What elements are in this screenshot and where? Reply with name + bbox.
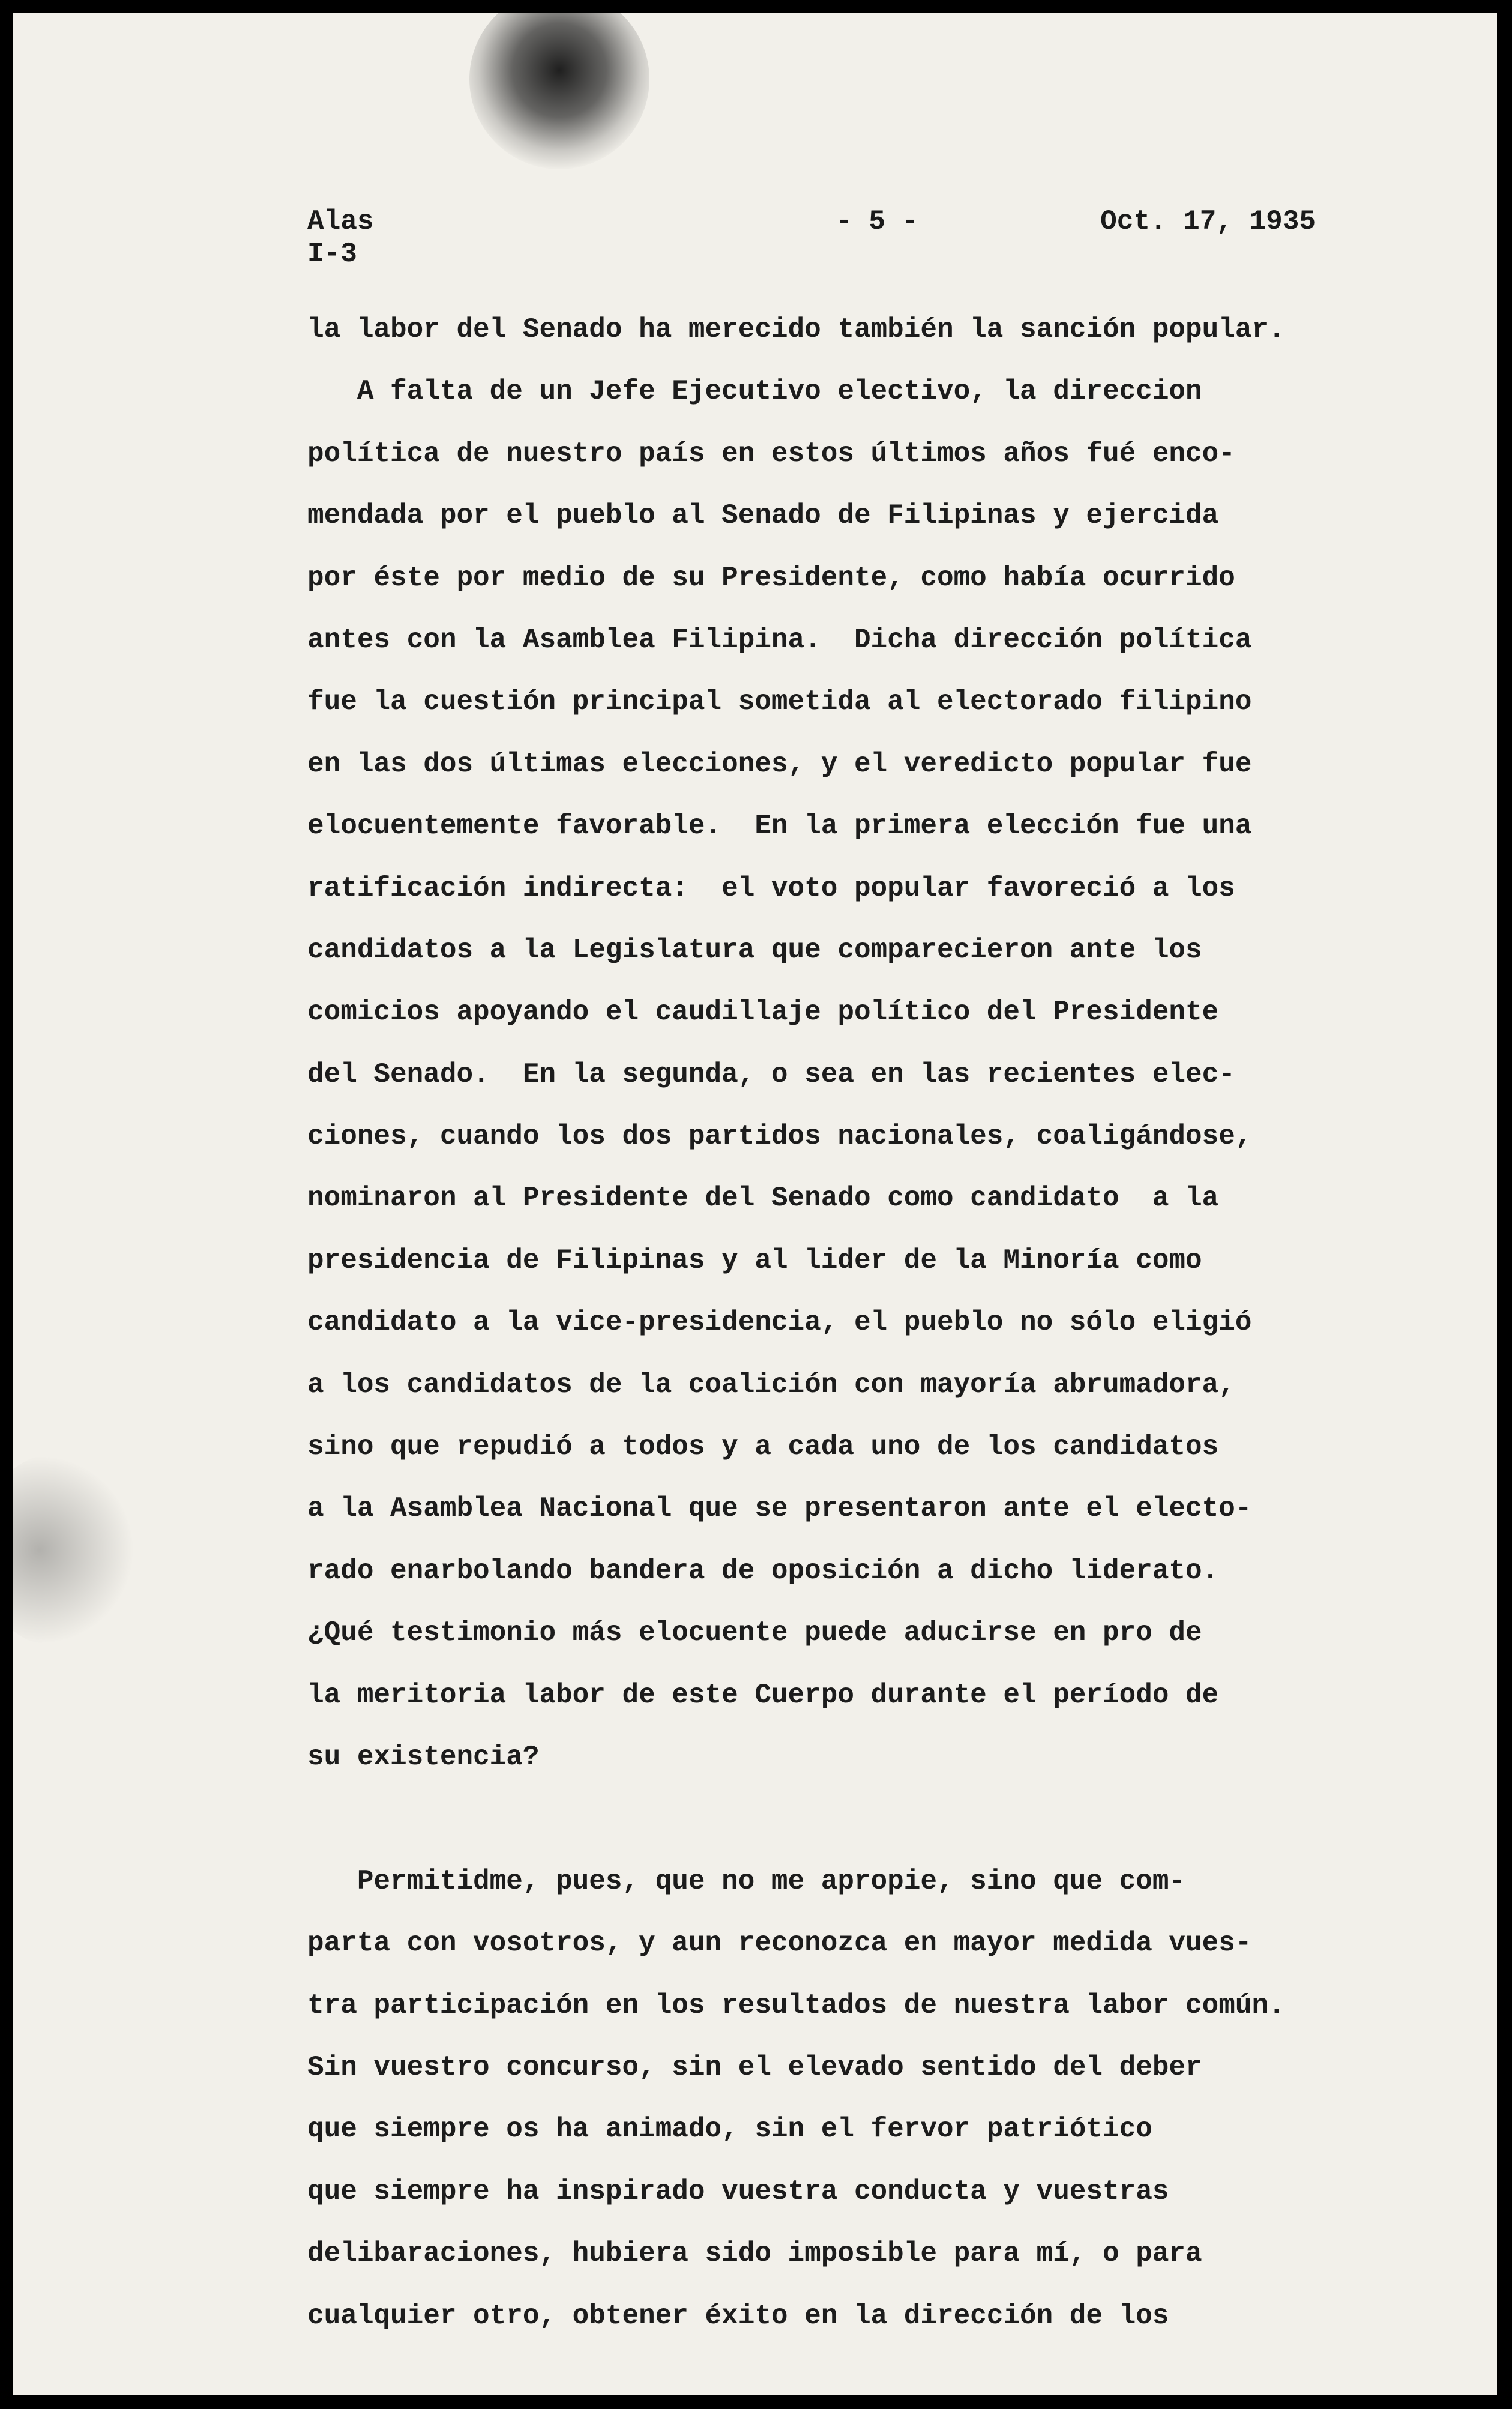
text-line: ratificación indirecta: el voto popular favoreció a los bbox=[307, 872, 1235, 904]
page-number: - 5 - bbox=[836, 206, 919, 237]
text-line: delibaraciones, hubiera sido imposible para mí, o para bbox=[307, 2238, 1202, 2270]
text-line: a la Asamblea Nacional que se presentaron ante el electo- bbox=[307, 1493, 1252, 1525]
header-reference-line-2: I-3 bbox=[307, 238, 357, 270]
text-line: nominaron al Presidente del Senado como candidato a la bbox=[307, 1183, 1219, 1214]
text-line: ciones, cuando los dos partidos nacionales, coaligándose, bbox=[307, 1121, 1252, 1153]
text-line: candidato a la vice-presidencia, el pueblo no sólo eligió bbox=[307, 1307, 1252, 1339]
stain-mark bbox=[13, 1454, 133, 1646]
text-line: Permitidme, pues, que no me apropie, sino que com- bbox=[307, 1865, 1186, 1897]
text-line: en las dos últimas elecciones, y el veredicto popular fue bbox=[307, 748, 1252, 780]
page-header bbox=[307, 205, 1316, 277]
text-line: tra participación en los resultados de nuestra labor común. bbox=[307, 1989, 1285, 2021]
text-line: la meritoria labor de este Cuerpo durante el período de bbox=[307, 1679, 1219, 1711]
text-line: Sin vuestro concurso, sin el elevado sentido del deber bbox=[307, 2051, 1202, 2083]
text-line: comicios apoyando el caudillaje político del Presidente bbox=[307, 996, 1219, 1028]
text-line: política de nuestro país en estos últimos años fué enco- bbox=[307, 438, 1235, 469]
body-text bbox=[307, 299, 1412, 2347]
text-line: fue la cuestión principal sometida al electorado filipino bbox=[307, 686, 1252, 718]
text-line bbox=[307, 1788, 1412, 1850]
text-line: la labor del Senado ha merecido también la sanción popular. bbox=[307, 314, 1285, 345]
text-line: que siempre os ha animado, sin el fervor patriótico bbox=[307, 2114, 1152, 2145]
text-line: rado enarbolando bandera de oposición a dicho liderato. bbox=[307, 1555, 1219, 1587]
text-line: del Senado. En la segunda, o sea en las recientes elec- bbox=[307, 1058, 1235, 1090]
document-page bbox=[13, 13, 1497, 2395]
text-line: mendada por el pueblo al Senado de Filipinas y ejercida bbox=[307, 500, 1219, 532]
header-reference bbox=[307, 205, 373, 270]
text-line: elocuentemente favorable. En la primera elección fue una bbox=[307, 810, 1252, 842]
text-line: parta con vosotros, y aun reconozca en mayor medida vues- bbox=[307, 1928, 1252, 1959]
header-date: Oct. 17, 1935 bbox=[1100, 206, 1316, 237]
text-line: a los candidatos de la coalición con mayoría abrumadora, bbox=[307, 1369, 1235, 1400]
text-line: presidencia de Filipinas y al lider de la Minoría como bbox=[307, 1244, 1202, 1276]
text-line: candidatos a la Legislatura que comparecieron ante los bbox=[307, 934, 1202, 966]
text-line: sino que repudió a todos y a cada uno de los candidatos bbox=[307, 1431, 1219, 1463]
ink-smudge bbox=[469, 13, 649, 169]
text-line: ¿Qué testimonio más elocuente puede aducirse en pro de bbox=[307, 1617, 1202, 1649]
text-line: A falta de un Jefe Ejecutivo electivo, la direccion bbox=[307, 376, 1202, 408]
text-line: que siempre ha inspirado vuestra conducta y vuestras bbox=[307, 2175, 1169, 2207]
text-line: por éste por medio de su Presidente, como había ocurrido bbox=[307, 562, 1235, 594]
text-line: cualquier otro, obtener éxito en la dirección de los bbox=[307, 2300, 1169, 2332]
header-reference-line-1: Alas bbox=[307, 206, 374, 237]
text-line: antes con la Asamblea Filipina. Dicha dirección política bbox=[307, 624, 1252, 656]
text-line: su existencia? bbox=[307, 1741, 540, 1773]
